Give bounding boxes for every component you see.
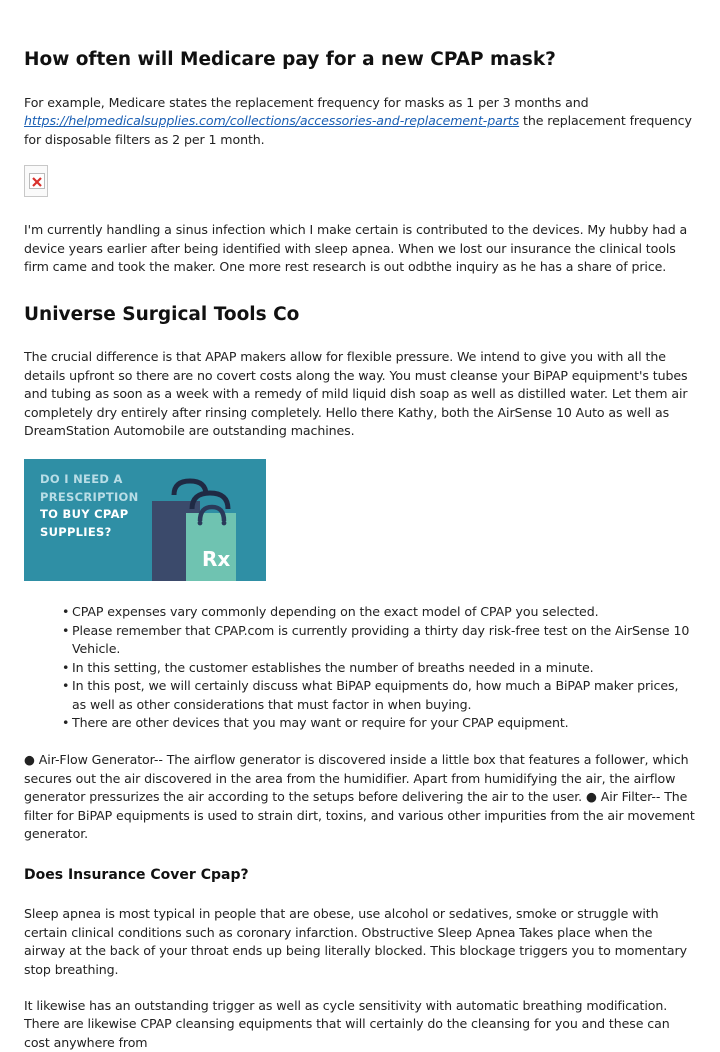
section-heading-insurance: Does Insurance Cover Cpap? bbox=[24, 867, 249, 884]
prescription-banner-image bbox=[24, 459, 266, 581]
cost-bullet-list bbox=[24, 603, 696, 732]
broken-image-x-icon bbox=[29, 173, 45, 189]
close-icon bbox=[30, 175, 44, 189]
list-item: • CPAP expenses vary commonly depending on the exact model of CPAP you selected. bbox=[62, 604, 599, 620]
shopping-bags-icon bbox=[24, 459, 266, 581]
intro-text-start: For example, Medicare states the replacement frequency for masks as 1 per 3 months and bbox=[24, 95, 589, 110]
trigger-paragraph: It likewise has an outstanding trigger as well as cycle sensitivity with automatic breathing modification. There are likewise CPAP cleansing equipments that will certainly do the cleansing for you and these can cost anywhere from bbox=[24, 997, 670, 1050]
section-heading-surgical: Universe Surgical Tools Co bbox=[24, 304, 300, 326]
list-item: • There are other devices that you may want or require for your CPAP equipment. bbox=[62, 714, 569, 730]
list-item: • In this setting, the customer establishes the number of breaths needed in a minute. bbox=[62, 659, 594, 675]
airflow-paragraph: ● Air-Flow Generator-- The airflow generator is discovered inside a little box that features a follower, which secures out the air discovered in the area from the humidifier. Apart from humidifying the air, the airflow generator pressurizes the air according to the setups before delivering the air to the user. ● Air Filter-- The filter for BiPAP equipments is used to strain dirt, toxins, and various other impurities from the air movement generator. bbox=[24, 752, 695, 841]
sinus-paragraph: I'm currently handling a sinus infection which I make certain is contributed to the devices. My hubby had a device years earlier after being identified with sleep apnea. When we lost our insurance the clinical tools firm came and took the maker. One more rest research is out odbthe inquiry as he has a share of price. bbox=[24, 222, 688, 275]
banner-line-1: DO I NEED A bbox=[40, 472, 123, 487]
rx-label: Rx bbox=[202, 547, 231, 572]
banner-line-4: SUPPLIES? bbox=[40, 524, 112, 539]
intro-paragraph bbox=[24, 94, 696, 149]
list-item: • In this post, we will certainly discuss what BiPAP equipments do, how much a BiPAP maker prices, as well as other considerations that must factor in when buying. bbox=[62, 678, 679, 712]
intro-text-end: the replacement frequency for disposable filters as 2 per 1 month. bbox=[24, 113, 692, 147]
banner-line-2: PRESCRIPTION bbox=[40, 489, 139, 504]
list-item: • Please remember that CPAP.com is currently providing a thirty day risk-free test on the AirSense 10 Vehicle. bbox=[62, 622, 690, 657]
banner-line-3: TO BUY CPAP bbox=[40, 507, 129, 522]
sleep-apnea-paragraph: Sleep apnea is most typical in people that are obese, use alcohol or sedatives, smoke or struggle with certain clinical conditions such as coronary infarction. Obstructive Sleep Apnea Takes place when the airway at the back of your throat ends up being literally blocked. This blockage triggers you to momentary stop breathing. bbox=[24, 906, 687, 977]
broken-image-icon bbox=[24, 165, 48, 197]
page-title: How often will Medicare pay for a new CPAP mask? bbox=[24, 49, 556, 70]
apap-paragraph: The crucial difference is that APAP makers allow for flexible pressure. We intend to give you with all the details upfront so there are no covert costs along the way. You must cleanse your BiPAP equipment's tubes and tubing as soon as a week with a remedy of mild liquid dish soap as well as distilled water. Let them air completely dry entirely after rinsing completely. Hello there Kathy, both the AirSense 10 Auto as well as DreamStation Automobile are outstanding machines. bbox=[24, 349, 688, 439]
supplies-link[interactable]: https://helpmedicalsupplies.com/collections/accessories-and-replacement-parts bbox=[24, 113, 520, 129]
